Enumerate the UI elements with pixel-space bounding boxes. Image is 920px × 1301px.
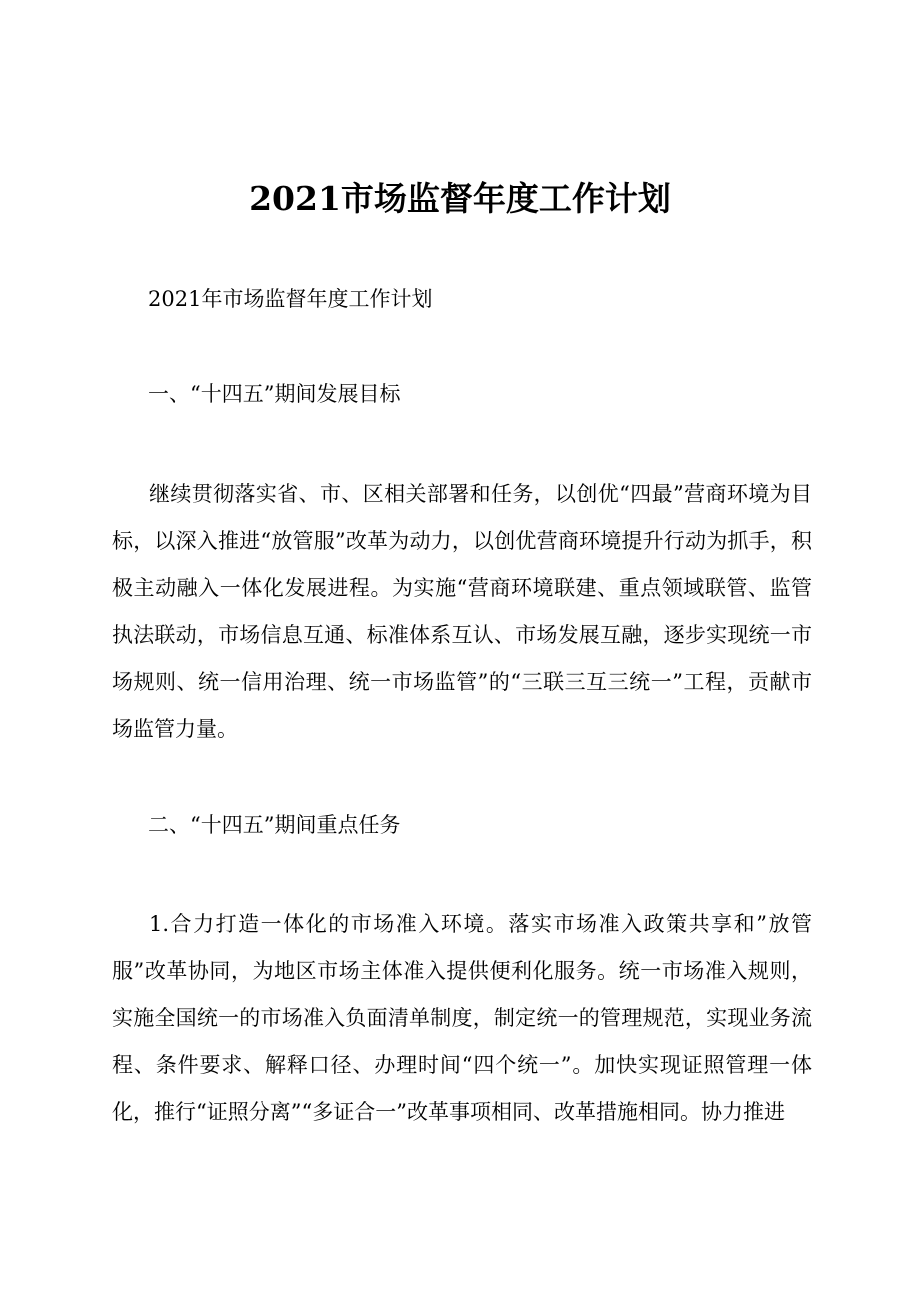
paragraph-2: 1.合力打造一体化的市场准入环境。落实市场准入政策共享和”放管服”改革协同，为地区市场主体准入提供便利化服务。统一市场准入规则，实施全国统一的市场准入负面清单制度，制定统一的管理规范，实现业务流程、条件要求、解释口径、办理时间“四个统一”。加快实现证照管理一体化，推行“证照分离”“多证合一”改革事项相同、改革措施相同。协力推进 bbox=[112, 912, 812, 1124]
paragraph-1: 继续贯彻落实省、市、区相关部署和任务，以创优“四最”营商环境为目标，以深入推进“放管服”改革为动力，以创优营商环境提升行动为抓手，积极主动融入一体化发展进程。为实施“营商环境联建、重点领域联管、监管执法联动，市场信息互通、标准体系互认、市场发展互融，逐步实现统一市场规则、统一信用治理、统一市场监管”的“三联三互三统一”工程，贡献市场监管力量。 bbox=[112, 482, 812, 741]
section-heading-2: 二、“十四五”期间重点任务 bbox=[148, 813, 401, 837]
section-heading-1: 一、“十四五”期间发展目标 bbox=[148, 382, 401, 406]
document-title: 2021市场监督年度工作计划 bbox=[249, 179, 671, 218]
document-subtitle: 2021年市场监督年度工作计划 bbox=[148, 287, 433, 311]
